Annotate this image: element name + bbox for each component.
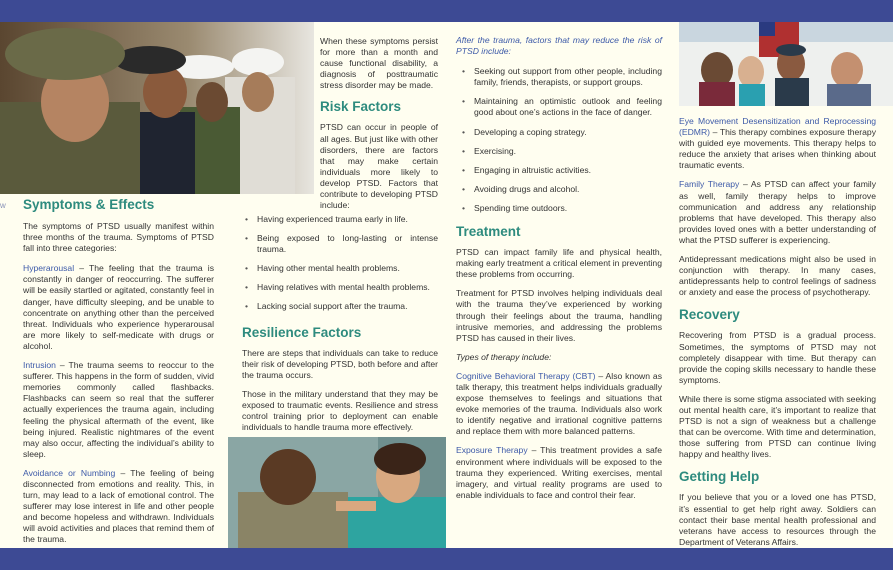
column-symptoms [0, 197, 214, 546]
emdr-text: – This therapy combines exposure therapy with guided eye movements. This therapy helps to reduce the anxiety that arises when thinking about traumatic events. [679, 127, 876, 171]
soldiers-photo [0, 22, 314, 194]
exposure-term: Exposure Therapy [456, 445, 528, 456]
list-item: • Having other mental health problems. [245, 263, 438, 274]
family-paragraph [679, 179, 876, 246]
list-item: • Having experienced trauma early in life. [245, 214, 438, 225]
avoidance-text: – The feeling of being disconnected from emotions and reality. This, in turn, may lead to a lack of emotional control. The sufferer may lose interest in life and other people and become hopeless and withdrawn. Individuals will avoid activities and places that remind them of the trauma. [23, 467, 214, 545]
emdr-paragraph [679, 116, 876, 171]
risk-text: PTSD can occur in people of all ages. But just like with other disorders, there are factors that may make certain individuals more likely to develop PTSD. Factors that contribute to developing PTSD include: [320, 122, 438, 211]
cbt-paragraph [456, 371, 662, 438]
intrusion-term: Intrusion [23, 360, 56, 371]
list-item: • Engaging in altruistic activities. [462, 165, 662, 176]
list-item: • Avoiding drugs and alcohol. [462, 184, 662, 195]
list-item: • Developing a coping strategy. [462, 127, 662, 138]
column-risk-factors [320, 36, 438, 211]
bottom-band [0, 548, 893, 570]
risk-list-block [242, 214, 438, 433]
risk-heading: Risk Factors [320, 99, 402, 115]
getting-help-text: If you believe that you or a loved one has PTSD, it’s essential to get help right away. Soldiers can contact their base mental health professional and veterans have access to resources through the Department of Veterans Affairs. [679, 492, 876, 547]
hyperarousal-text: – The feeling that the trauma is constantly in danger of reoccurring. The sufferer will be easily startled or agitated, constantly feel in danger, have difficulty sleeping, and be unable to concentrate on anything other than the perceived threat. Individuals who experience hyperarousal are more likely to self-medicate with drugs or alcohol. [23, 263, 214, 351]
resilience-p2: Those in the military understand that they may be exposed to traumatic events. Resilience and stress control training prior to deployment can enable individuals to handle trauma more effectively. [242, 388, 438, 433]
counseling-photo [228, 437, 446, 548]
intrusion-text: – The trauma seems to reoccur to the sufferer. This happens in the form of sudden, vivid memories commonly called flashbacks. Flashbacks can seem so real that the sufferer actually experiences the trauma again, including feeling the physical aftermath of the event, like being injured. Realistic nightmares of the event may also occur, affecting the individual’s ability to sleep. [23, 360, 214, 459]
avoidance-term: Avoidance or Numbing [23, 467, 116, 478]
resilience-p1: There are steps that individuals can take to reduce their risk of developing PTSD, both before and after the trauma occurs. [242, 347, 438, 380]
intrusion-paragraph [23, 360, 214, 460]
list-item: • Having relatives with mental health problems. [245, 282, 438, 293]
treatment-p2: Treatment for PTSD involves helping individuals deal with the trauma they’ve experienced by working through their feelings about the trauma, handling intrusive memories, and addressing the problems PTSD has caused in their lives. [456, 288, 662, 343]
therapy-types-label: Types of therapy include: [456, 351, 552, 362]
hyperarousal-paragraph [23, 263, 214, 352]
edge-letter: w [0, 201, 6, 210]
recovery-heading: Recovery [679, 307, 740, 323]
top-band [0, 0, 893, 22]
treatment-p1: PTSD can impact family life and physical health, making early treatment a critical element in preventing these problems from occurring. [456, 247, 662, 280]
after-trauma-heading: After the trauma, factors that may reduce the risk of PTSD include: [456, 35, 662, 57]
list-item: • Exercising. [462, 146, 662, 157]
risk-list [245, 214, 438, 313]
emdr-term: Eye Movement Desensitization and Reprocessing (EDMR) [679, 116, 876, 138]
cbt-text: – Also known as talk therapy, this treatment helps individuals gradually expose themselves to feelings and situations that evoke memories of the trauma. Individuals also work to identify negative and irrational cognitive patterns and replace them with more balanced patterns. [456, 370, 662, 437]
symptoms-intro: The symptoms of PTSD usually manifest within three months of the trauma. Symptoms of PTSD fall into three categories: [23, 221, 214, 254]
exposure-text: – This treatment provides a safe environment where individuals will be exposed to the trauma they experienced. Writing exercises, mental imagery, and virtual reality programs are used to enable individuals to face and control their fear. [456, 445, 662, 500]
treatment-heading: Treatment [456, 224, 521, 240]
family-text: – As PTSD can affect your family as well, family therapy helps to improve communication and address any relationship problems that have developed. This therapy also provides loved ones with a better understanding of what the PTSD sufferer is experiencing. [679, 179, 876, 245]
family-photo [679, 22, 893, 106]
antidepressant-paragraph: Antidepressant medications might also be used in conjunction with therapy. In many cases, antidepressants help to control feelings of sadness or anxiety and ease the process of psychotherapy. [679, 254, 876, 298]
avoidance-paragraph [23, 468, 214, 546]
list-item: • Seeking out support from other people, including family, friends, therapists, or support groups. [462, 66, 662, 88]
recovery-p2: While there is some stigma associated with seeking out mental health care, it’s important to realize that PTSD is not a sign of weakness but a challenge that can be overcome. With time and determination, those suffering from PTSD can continue living happy and healthy lives. [679, 393, 876, 460]
column-recovery [679, 116, 876, 548]
family-term: Family Therapy [679, 179, 740, 190]
cbt-term: Cognitive Behavioral Therapy (CBT) [456, 370, 596, 381]
getting-help-heading: Getting Help [679, 469, 760, 485]
hyperarousal-term: Hyperarousal [23, 263, 75, 274]
resilience-heading: Resilience Factors [242, 324, 362, 340]
exposure-paragraph [456, 445, 662, 500]
list-item: • Lacking social support after the trauma. [245, 301, 438, 312]
after-trauma-list [462, 66, 662, 214]
symptoms-heading: Symptoms & Effects [23, 197, 155, 212]
list-item: • Maintaining an optimistic outlook and feeling good about one’s actions in the face of danger. [462, 96, 662, 118]
column-treatment [456, 35, 662, 501]
recovery-p1: Recovering from PTSD is a gradual process. Sometimes, the symptoms of PTSD may not completely disappear with time. But therapy can provide the coping skills necessary to handle these symptoms. [679, 330, 876, 385]
list-item: • Spending time outdoors. [462, 203, 662, 214]
list-item: • Being exposed to long-lasting or intense trauma. [245, 233, 438, 255]
diagnosis-intro: When these symptoms persist for more than a month and cause functional disability, a diagnosis of posttraumatic stress disorder may be made. [320, 36, 438, 91]
